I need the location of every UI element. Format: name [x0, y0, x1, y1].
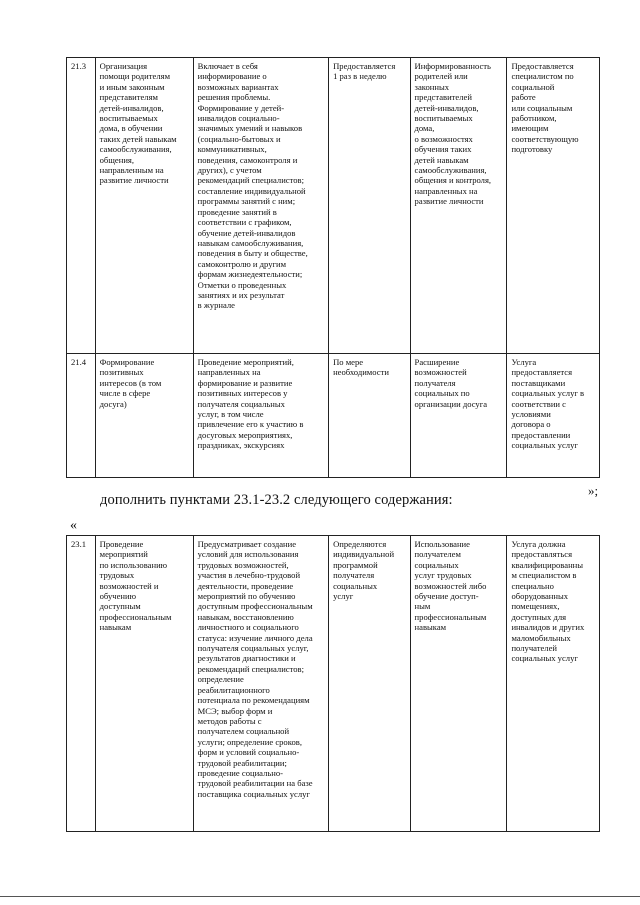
service-conditions-cell: Услуга должна предоставляться квалифицированны м специалистом в специально оборудованных помещениях, доступных для инвалидов и других маломобильных получателей социальных услуг — [507, 536, 600, 832]
table-row — [67, 536, 600, 832]
service-indicator-cell: Информированность родителей или законных представителей детей-инвалидов, воспитываемых дома, о возможностях обучения таких детей навыкам самообслуживания, общения и контроля, направленных на развитие личности — [410, 58, 507, 354]
service-conditions-cell: Услуга предоставляется поставщиками социальных услуг в соответствии с условиями договора о предоставлении социальных услуг — [507, 354, 600, 478]
service-description-cell: Предусматривает создание условий для использования трудовых возможностей, участия в лечебно-трудовой деятельности, проведение мероприятий по обучению доступным профессиональным навыкам, восстановлению личностного и социального статуса: изучение личного дела получателя социальных услуг, результатов диагностики и рекомендаций специалистов; определение реабилитационного потенциала по рекомендациям МСЭ; выбор форм и методов работы с получателем социальной услуги; определение сроков, форм и условий социально- трудовой реабилитации; проведение социально- трудовой реабилитации на базе поставщика социальных услуг — [193, 536, 328, 832]
service-description-cell: Проведение мероприятий, направленных на формирование и развитие позитивных интересов у получателя социальных услуг, в том числе привлечение его к участию в досуговых мероприятиях, праздниках, экскурсиях — [193, 354, 328, 478]
service-name-cell: Проведение мероприятий по использованию трудовых возможностей и обучению доступным профессиональным навыкам — [95, 536, 193, 832]
row-number-cell: 23.1 — [67, 536, 96, 832]
page-bottom-rule — [0, 896, 640, 897]
opening-quote-mark: « — [70, 518, 77, 533]
service-name-cell: Организация помощи родителям и иным законным представителям детей-инвалидов, воспитываемых дома, в обучении таких детей навыкам самообслуживания, общения, направленным на развитие личности — [95, 58, 193, 354]
closing-quote-mark: »; — [588, 483, 599, 498]
service-name-cell: Формирование позитивных интересов (в том числе в сфере досуга) — [95, 354, 193, 478]
service-conditions-cell: Предоставляется специалистом по социальной работе или социальным работником, имеющим соответствующую подготовку — [507, 58, 600, 354]
service-indicator-cell: Использование получателем социальных услуг трудовых возможностей либо обучение доступ- ным профессиональным навыкам — [410, 536, 507, 832]
services-table-new-items — [66, 535, 600, 832]
amendment-text: дополнить пунктами 23.1-23.2 следующего содержания: — [100, 492, 453, 508]
services-table-continued — [66, 57, 600, 478]
service-frequency-cell: Определяются индивидуальной программой получателя социальных услуг — [329, 536, 410, 832]
service-indicator-cell: Расширение возможностей получателя социальных по организации досуга — [410, 354, 507, 478]
table-row — [67, 354, 600, 478]
row-number-cell: 21.3 — [67, 58, 96, 354]
table-row — [67, 58, 600, 354]
row-number-cell: 21.4 — [67, 354, 96, 478]
service-frequency-cell: Предоставляется 1 раз в неделю — [329, 58, 410, 354]
service-frequency-cell: По мере необходимости — [329, 354, 410, 478]
service-description-cell: Включает в себя информирование о возможных вариантах решения проблемы. Формирование у детей- инвалидов социально- значимых умений и навыков (социально-бытовых и коммуникативных, поведения, самоконтроля и других), с учетом рекомендаций специалистов; составление индивидуальной программы занятий с ним; проведение занятий в соответствии с графиком, обучение детей-инвалидов навыкам самообслуживания, поведения в быту и обществе, самоконтролю и другим формам жизнедеятельности; Отметки о проведенных занятиях и их результат в журнале — [193, 58, 328, 354]
